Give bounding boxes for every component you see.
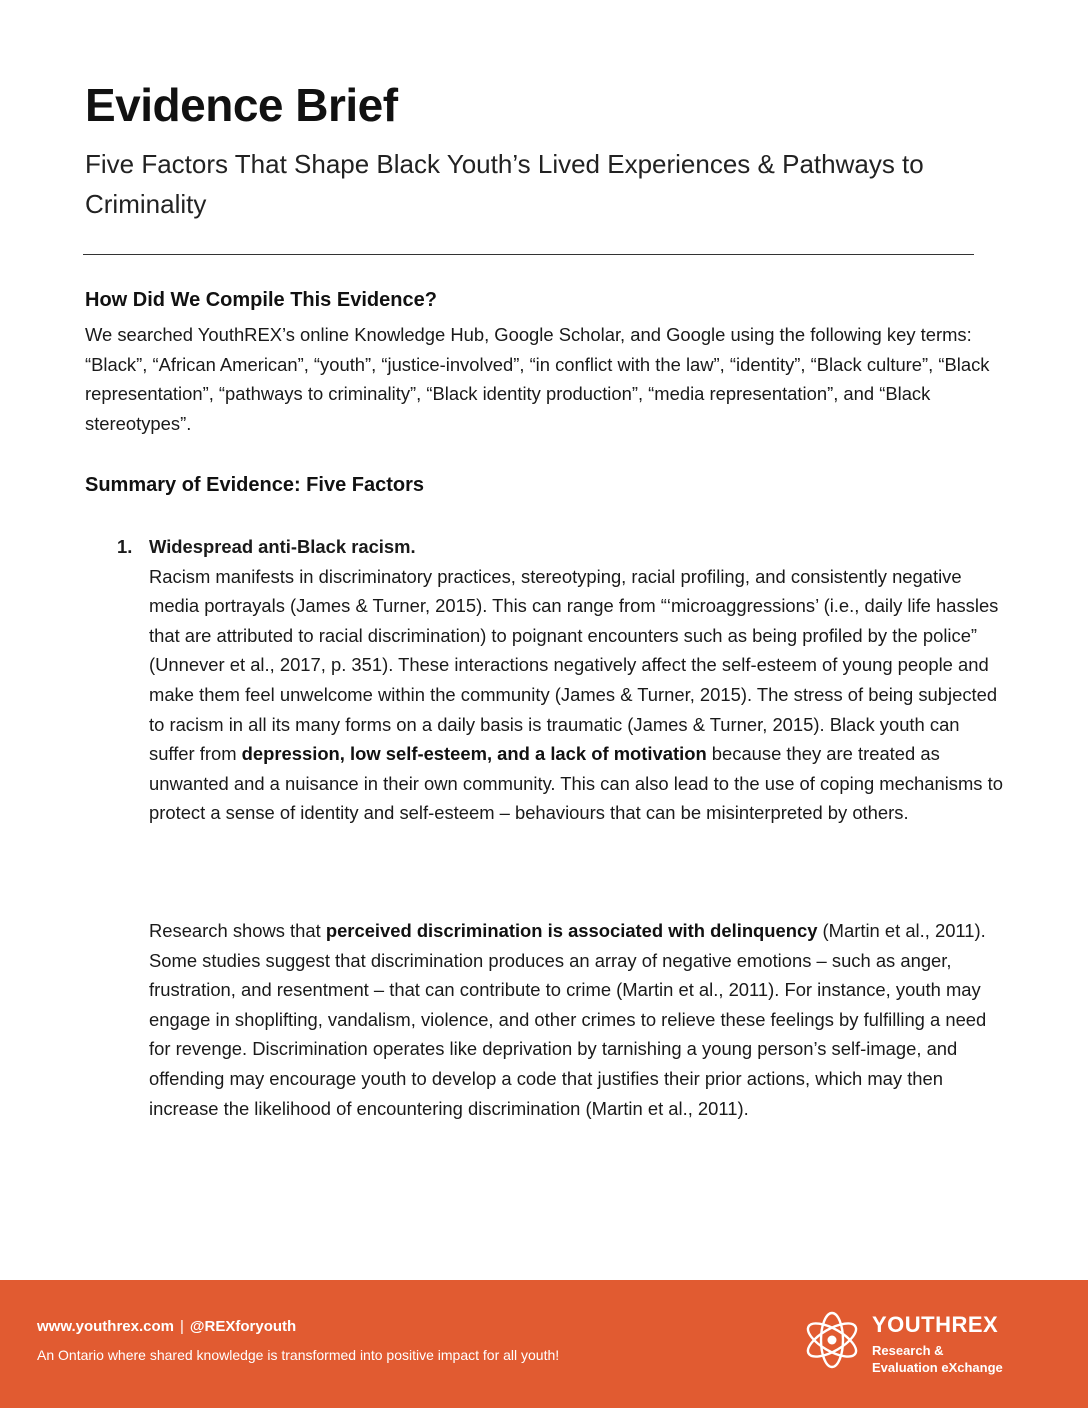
logo-subtitle-line-2: Evaluation eXchange xyxy=(872,1360,1003,1375)
footer-bar xyxy=(0,1280,1088,1408)
paragraph-1-emphasis: depression, low self-esteem, and a lack of motivation xyxy=(241,743,707,765)
factor-heading: Widespread anti-Black racism. xyxy=(149,536,416,557)
footer-links xyxy=(37,1318,296,1335)
factor-paragraph-2 xyxy=(149,916,1005,1123)
footer-tagline: An Ontario where shared knowledge is transformed into positive impact for all youth! xyxy=(37,1347,560,1363)
logo-subtitle xyxy=(872,1342,1003,1376)
footer-separator: | xyxy=(179,1318,184,1335)
website-link[interactable]: www.youthrex.com xyxy=(37,1318,174,1335)
page-title: Evidence Brief xyxy=(85,79,398,131)
page-subtitle: Five Factors That Shape Black Youth’s Lived Experiences & Pathways to Criminality xyxy=(85,149,924,219)
paragraph-2-text-a: Research shows that xyxy=(149,920,326,941)
twitter-handle-link[interactable]: @REXforyouth xyxy=(189,1318,297,1335)
youthrex-logo xyxy=(800,1308,1060,1388)
paragraph-2-text-b: (Martin et al., 2011). Some studies suggest that discrimination produces an array of negative emotions – such as anger, frustration, and resentment – that can contribute to crime (Martin et al., 2011). For instance, youth may engage in shoplifting, vandalism, violence, and other crimes to relieve these feelings by fulfilling a need for revenge. Discrimination operates like deprivation by tarnishing a young person’s self-image, and offending may encourage youth to develop a code that justifies their prior actions, which may then increase the likelihood of encountering discrimination (Martin et al., 2011). xyxy=(149,920,987,1119)
logo-subtitle-line-1: Research & xyxy=(872,1343,944,1358)
method-heading: How Did We Compile This Evidence? xyxy=(85,289,437,311)
logo-name: YOUTHREX xyxy=(872,1312,999,1337)
youthrex-logo-icon xyxy=(800,1308,864,1372)
factor-paragraph-1 xyxy=(149,562,1005,828)
summary-heading: Summary of Evidence: Five Factors xyxy=(85,474,425,496)
paragraph-1-text-b: because they are treated as unwanted and a nuisance in their own community. This can also lead to the use of coping mechanisms to protect a sense of identity and self-esteem – behaviours that can be misinterpreted by others. xyxy=(149,743,1003,824)
method-text: We searched YouthREX’s online Knowledge Hub, Google Scholar, and Google using the following key terms: “Black”, “African American”, “youth”, “justice-involved”, “in conflict with the law”, “identity”, “Black culture”, “Black representation”, “pathways to criminality”, “Black identity production”, “media representation”, and “Black stereotypes”. xyxy=(85,324,990,434)
list-number: 1. xyxy=(117,536,133,557)
paragraph-2-emphasis: perceived discrimination is associated with delinquency xyxy=(325,920,818,941)
title-divider xyxy=(83,254,974,255)
paragraph-1-text-a: Racism manifests in discriminatory practices, stereotyping, racial profiling, and consistently negative media portrayals (James & Turner, 2015). This can range from “‘microaggressions’ (i.e., daily life hassles that are attributed to racial discrimination) to poignant encounters such as being profiled by the police” (Unnever et al., 2017, p. 351). These interactions negatively affect the self-esteem of young people and make them feel unwelcome within the community (James & Turner, 2015). The stress of being subjected to racism in all its many forms on a daily basis is traumatic (James & Turner, 2015). Black youth can suffer from xyxy=(149,565,999,765)
